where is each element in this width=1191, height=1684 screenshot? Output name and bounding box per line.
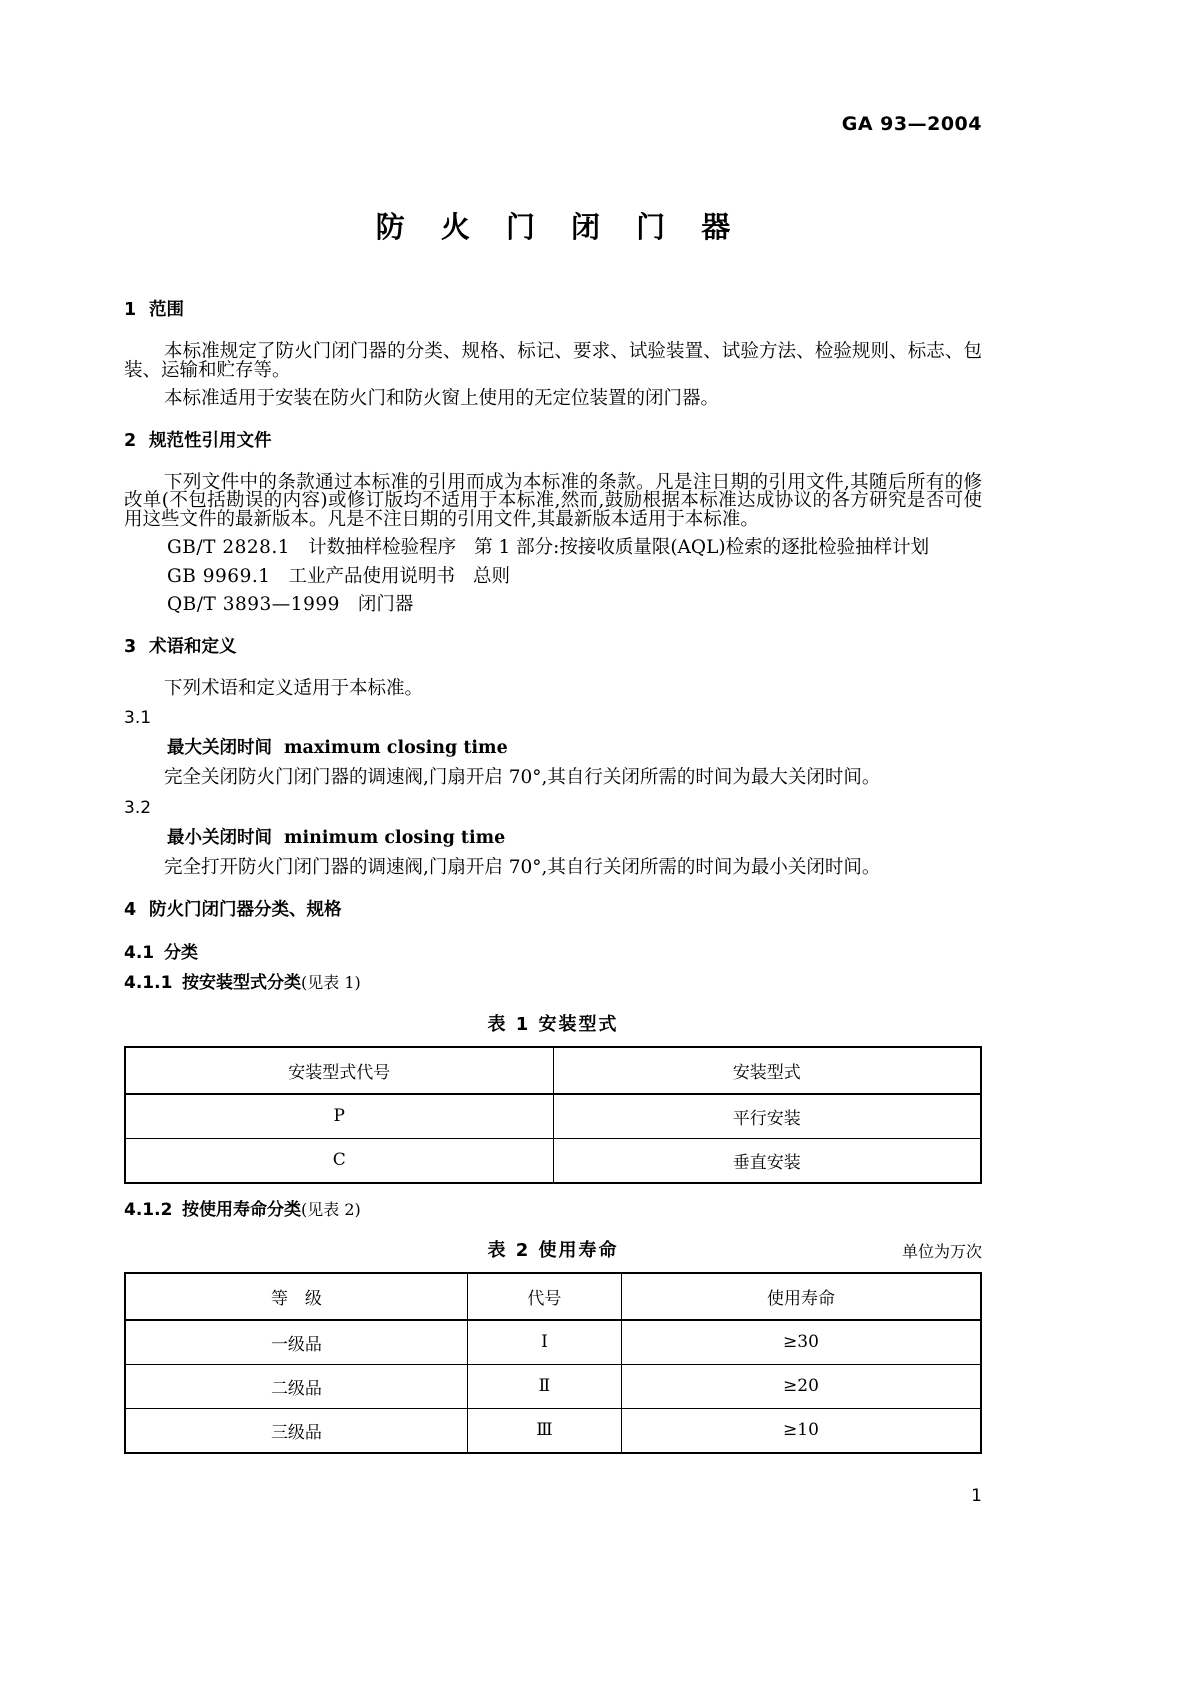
table-1-column-header: 安装型式代号 xyxy=(125,1047,553,1094)
definition-term-zh: 最大关闭时间 xyxy=(167,738,272,759)
page-number: 1 xyxy=(971,1486,982,1506)
definition-text: 完全打开防火门闭门器的调速阀,门扇开启 70°,其自行关闭所需的时间为最小关闭时间。 xyxy=(164,857,881,879)
table-cell: Ⅰ xyxy=(467,1320,621,1365)
clause-2-paragraph-1: 下列文件中的条款通过本标准的引用而成为本标准的条款。凡是注日期的引用文件,其随后所有的修改单(不包括勘误的内容)或修订版均不适用于本标准,然而,鼓励根据本标准达成协议的各方研究是否可使用这些文件的最新版本。凡是不注日期的引用文件,其最新版本适用于本标准。 xyxy=(124,471,982,530)
table-cell: 三级品 xyxy=(125,1408,467,1453)
table-cell: 一级品 xyxy=(125,1320,467,1365)
definition-term xyxy=(124,738,982,759)
table-cell: Ⅱ xyxy=(467,1364,621,1408)
table-cell: C xyxy=(125,1138,553,1183)
table-2-unit-note: 单位为万次 xyxy=(901,1241,982,1261)
table-header-row xyxy=(125,1047,981,1094)
table-2-column-header: 等 级 xyxy=(125,1273,467,1320)
table-cell: ≥10 xyxy=(621,1408,981,1453)
reference-code: GB 9969.1 xyxy=(167,565,271,587)
clause-3-number: 3 xyxy=(124,636,137,657)
clause-1-number: 1 xyxy=(124,300,137,320)
subclause-4-1-heading xyxy=(124,943,982,963)
subclause-4-1-1-title: 按安装型式分类 xyxy=(182,973,301,994)
definition-term xyxy=(124,828,982,849)
table-cell: ≥20 xyxy=(621,1364,981,1408)
clause-3-paragraph-1: 下列术语和定义适用于本标准。 xyxy=(164,677,424,699)
table-row xyxy=(125,1320,981,1365)
subclause-4-1-1-number: 4.1.1 xyxy=(124,973,173,994)
clause-4-heading xyxy=(124,900,982,921)
table-row xyxy=(125,1364,981,1408)
document-title: 防 火 门 闭 门 器 xyxy=(375,210,744,244)
clause-4-title: 防火门闭门器分类、规格 xyxy=(149,899,342,920)
subclause-4-1-2-heading xyxy=(124,1200,982,1220)
table-row xyxy=(125,1408,981,1453)
subclause-4-1-title: 分类 xyxy=(164,942,198,963)
clause-3-title: 术语和定义 xyxy=(149,636,237,657)
clause-2-title: 规范性引用文件 xyxy=(149,430,272,451)
subclause-4-1-1-heading xyxy=(124,973,982,993)
table-cell: 垂直安装 xyxy=(553,1138,981,1183)
table-cell: 二级品 xyxy=(125,1364,467,1408)
table-1-caption: 表 1 安装型式 xyxy=(487,1013,619,1035)
running-header-standard-code: GA 93—2004 xyxy=(841,113,982,135)
table-2-column-header: 使用寿命 xyxy=(621,1273,981,1320)
definition-term-zh: 最小关闭时间 xyxy=(167,828,272,849)
clause-1-heading xyxy=(124,300,982,321)
reference-part: 第 1 部分:按接收质量限(AQL)检索的逐批检验抽样计划 xyxy=(474,537,930,558)
table-2-service-life xyxy=(124,1272,982,1454)
normative-reference-item xyxy=(124,539,982,558)
clause-3-heading xyxy=(124,637,982,658)
table-2-caption: 表 2 使用寿命 xyxy=(487,1239,619,1261)
table-1-column-header: 安装型式 xyxy=(553,1047,981,1094)
subclause-4-1-number: 4.1 xyxy=(124,942,155,963)
table-cell: 平行安装 xyxy=(553,1094,981,1139)
clause-1-title: 范围 xyxy=(149,300,184,320)
normative-reference-item xyxy=(124,596,982,615)
reference-part: 总则 xyxy=(473,565,511,587)
definition-number: 3.2 xyxy=(124,797,152,818)
table-2-caption-row xyxy=(124,1236,982,1262)
subclause-4-1-2-note: (见表 2) xyxy=(301,1199,361,1219)
normative-reference-item xyxy=(124,565,982,587)
clause-2-number: 2 xyxy=(124,430,137,451)
subclause-4-1-2-number: 4.1.2 xyxy=(124,1199,173,1220)
table-cell: P xyxy=(125,1094,553,1139)
definition-number: 3.1 xyxy=(124,708,152,728)
table-cell: ≥30 xyxy=(621,1320,981,1365)
clause-1-paragraph-2: 本标准适用于安装在防火门和防火窗上使用的无定位装置的闭门器。 xyxy=(164,388,720,409)
table-header-row xyxy=(125,1273,981,1320)
clause-4-number: 4 xyxy=(124,899,137,920)
table-row xyxy=(125,1138,981,1183)
document-body xyxy=(124,300,982,1454)
subclause-4-1-2-title: 按使用寿命分类 xyxy=(182,1199,301,1220)
table-row xyxy=(125,1094,981,1139)
definition-term-en: maximum closing time xyxy=(284,738,508,759)
clause-1-paragraph-1: 本标准规定了防火门闭门器的分类、规格、标记、要求、试验装置、试验方法、检验规则、标志、包装、运输和贮存等。 xyxy=(124,341,982,381)
reference-title: 闭门器 xyxy=(357,594,414,615)
reference-title: 计数抽样检验程序 xyxy=(308,537,457,558)
subclause-4-1-1-note: (见表 1) xyxy=(301,973,361,993)
reference-code: QB/T 3893—1999 xyxy=(167,594,340,615)
table-1-installation-types xyxy=(124,1046,982,1184)
table-cell: Ⅲ xyxy=(467,1408,621,1453)
definition-text: 完全关闭防火门闭门器的调速阀,门扇开启 70°,其自行关闭所需的时间为最大关闭时间。 xyxy=(164,767,881,789)
reference-title: 工业产品使用说明书 xyxy=(288,565,456,587)
clause-2-heading xyxy=(124,431,982,452)
definition-term-en: minimum closing time xyxy=(284,828,506,849)
table-2-column-header: 代号 xyxy=(467,1273,621,1320)
reference-code: GB/T 2828.1 xyxy=(167,537,291,558)
